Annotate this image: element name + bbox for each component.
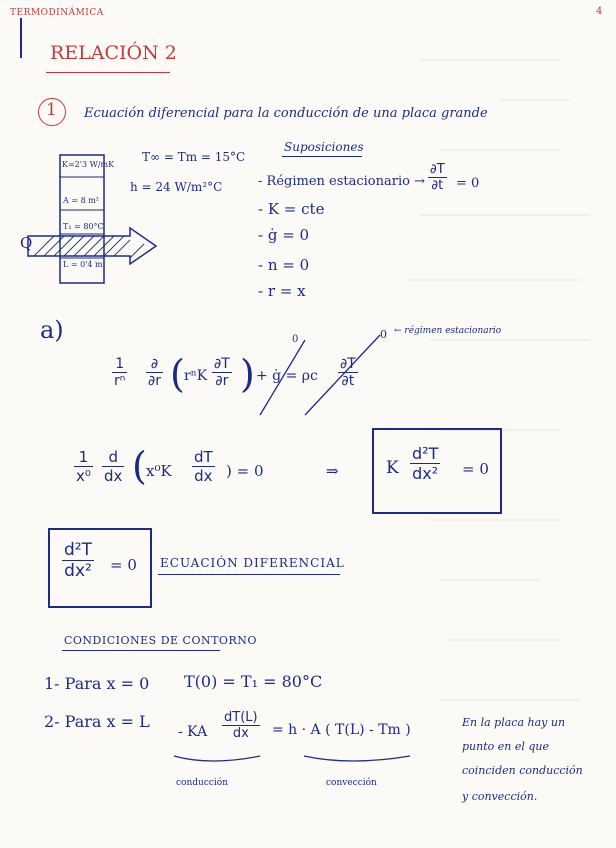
condition-1-label: 1- Para x = 0 [44,674,150,693]
tinf-label: T∞ = Tm = 15°C [142,150,246,164]
eq1-frac2 [146,356,163,389]
k-label: K=2'3 W/mK [62,160,115,169]
supposition-4: - n = 0 [258,256,310,274]
exercise-statement: Ecuación diferencial para la conducción de una placa grande [84,106,488,121]
final-eq-label-underline [158,574,340,575]
part-a-label: a) [40,316,64,344]
supposition-5: - r = x [258,282,306,300]
subject-header: TERMODINÁMICA [10,8,104,18]
brace-lines [170,752,420,772]
boundary-title: CONDICIONES DE CONTORNO [64,634,257,647]
dT-dt-zero: = 0 [456,176,480,191]
suppositions-title: Suposiciones [284,140,364,154]
final-eq-frac [62,540,94,581]
note-line-4: y convección. [462,790,538,803]
eq2-frac2-num: d [102,448,124,467]
length-label: L = 0'4 m [63,260,103,269]
condition-2-label: 2- Para x = L [44,712,150,731]
final-eq-label: ECUACIÓN DIFERENCIAL [160,556,345,570]
page-title: RELACIÓN 2 [50,42,177,64]
final-eq-num: d²T [64,540,92,560]
suppositions-underline [282,156,362,157]
dt-denominator: ∂t [431,178,444,193]
note-line-2: punto en el que [462,740,550,753]
eq3-prefix: K [386,458,399,478]
heat-q-label: Q [20,234,33,252]
eq2-tail: ) = 0 [226,462,264,480]
eq3-tail: = 0 [462,460,489,478]
eq1-frac2-den: ∂r [148,373,161,389]
supposition-3: - ġ = 0 [258,226,310,244]
dT-dt-fraction [428,162,447,193]
h-label: h = 24 W/m²°C [130,180,223,194]
annotation-zero-1: 0 [292,334,299,345]
eq2-frac3 [192,448,215,485]
eq1-gen-term: + ġ = ρc [256,368,318,384]
conduction-label: conducción [176,778,228,788]
eq1-frac2-num: ∂ [146,356,163,373]
note-line-3: coinciden conducción [462,764,583,777]
eq1-frac3 [212,356,232,389]
eq2-frac2-den: dx [104,467,123,485]
margin-mark [20,18,22,58]
condition-1-equation: T(0) = T₁ = 80°C [184,672,323,691]
eq2-arrow: ⇒ [326,462,339,480]
exercise-number: 1 [46,100,57,120]
eq3-num: d²T [412,444,439,463]
eq2-frac3-den: dx [194,467,213,485]
eq1-frac1-den: rⁿ [114,373,126,389]
condition-2-num: dT(L) [224,710,258,725]
eq1-frac1-num: 1 [112,356,127,373]
eq2-inner-pre: x⁰K [146,462,172,480]
condition-2-post: = h · A ( T(L) - Tm ) [272,722,411,738]
boundary-title-underline [62,650,220,651]
eq2-paren-open: ( [132,444,147,488]
eq1-inner-pre: rⁿK [184,368,208,384]
t1-label: T₁ = 80°C [63,222,104,231]
eq2-frac1-den: x⁰ [76,467,91,485]
condition-2-pre: - KA [178,724,208,740]
eq1-frac3-den: ∂r [215,373,229,389]
supposition-1: - Régimen estacionario → [258,174,425,189]
eq1-frac4-den: ∂t [341,373,355,389]
eq1-paren-close: ) [240,352,255,396]
annotation-steady-state: ← régimen estacionario [394,326,502,336]
strike-lines [250,330,390,420]
page-number: 4 [596,6,603,17]
eq2-frac1 [74,448,93,485]
title-underline [46,72,170,73]
eq2-frac3-num: dT [194,448,213,466]
eq3-den: dx² [412,464,439,483]
convection-label: convección [326,778,377,788]
area-label: A = 8 m² [63,196,99,205]
eq1-frac4-num: ∂T [340,356,356,372]
annotation-zero-2: 0 [380,328,387,341]
final-eq-tail: = 0 [110,556,137,574]
eq2-frac1-num: 1 [74,448,93,467]
eq1-frac1 [112,356,127,389]
eq3-frac [410,444,440,483]
note-line-1: En la placa hay un [462,716,566,729]
eq1-frac3-num: ∂T [214,356,230,372]
condition-2-den: dx [232,726,249,741]
supposition-2: - K = cte [258,200,325,218]
condition-2-frac [222,710,260,741]
final-eq-den: dx² [64,561,92,581]
eq1-paren-open: ( [170,352,185,396]
plate-figure [20,150,160,290]
dT-numerator: ∂T [430,162,445,177]
eq2-frac2 [102,448,124,485]
